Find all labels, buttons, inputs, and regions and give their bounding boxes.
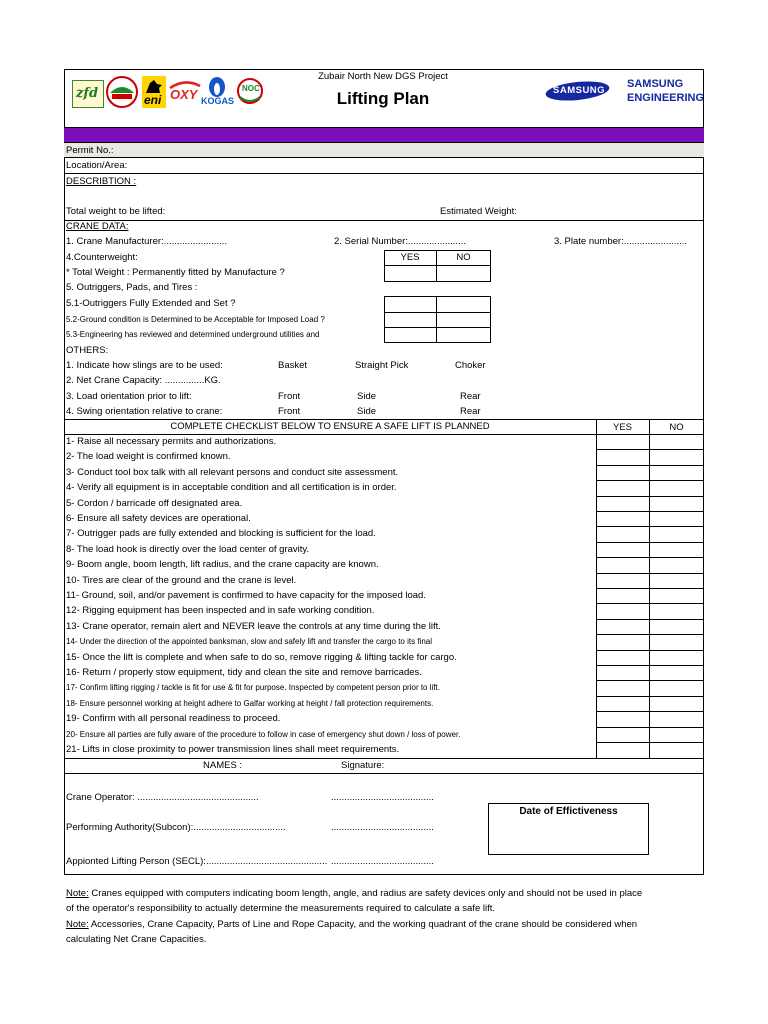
load-front-option[interactable]: Front	[278, 391, 301, 402]
checklist-yes-cell[interactable]	[597, 450, 648, 464]
description-label: DESCRIBTION :	[66, 176, 137, 187]
checklist-item: 6- Ensure all safety devices are operational.	[66, 513, 251, 524]
location-label: Location/Area:	[66, 160, 128, 171]
samsung-engineering-line1: SAMSUNG	[627, 78, 684, 90]
checklist-item: 20- Ensure all parties are fully aware of the procedure to follow in case of emergency shut down / loss of power.	[66, 729, 461, 739]
checklist-no-cell[interactable]	[650, 543, 703, 557]
date-of-effectiveness-label: Date of Effictiveness	[519, 806, 618, 817]
checklist-yes-cell[interactable]	[597, 481, 648, 495]
row-line	[64, 220, 704, 221]
checklist-no-header: NO	[669, 422, 684, 433]
checklist-yes-cell[interactable]	[597, 589, 648, 603]
checklist-yes-cell[interactable]	[597, 712, 648, 726]
checklist-item: 14- Under the direction of the appointed banksman, slow and safely lift and transfer the cargo to its final	[66, 637, 432, 647]
samsung-engineering-line2: ENGINEERING	[627, 92, 705, 104]
outriggers-51: 5.1-Outriggers Fully Extended and Set ?	[66, 298, 236, 309]
serial-number: 2. Serial Number:......................	[334, 236, 466, 247]
crane-operator-signature[interactable]: .......................................	[331, 792, 434, 803]
checklist-heading: COMPLETE CHECKLIST BELOW TO ENSURE A SAFE LIFT IS PLANNED	[170, 421, 490, 432]
performing-authority-signature[interactable]: .......................................	[331, 822, 434, 833]
noc-logo	[234, 77, 266, 107]
load-side-option[interactable]: Side	[357, 391, 377, 402]
checklist-item: 5- Cordon / barricade off designated area.	[66, 497, 243, 509]
checklist-item: 12- Rigging equipment has been inspected and in safe working condition.	[66, 605, 375, 617]
checklist-no-cell[interactable]	[650, 712, 703, 726]
checklist-no-cell[interactable]	[650, 481, 703, 495]
row-line	[64, 758, 704, 759]
swing-front-option[interactable]: Front	[278, 406, 301, 417]
checklist-yes-cell[interactable]	[597, 497, 648, 511]
row-line	[64, 773, 704, 774]
eni-logo-text: eni	[144, 93, 162, 107]
basket-option[interactable]: Basket	[278, 360, 308, 371]
note-2-text-a: Accessories, Crane Capacity, Parts of Line and Rope Capacity, and the working quadrant of the crane should be considered when	[88, 919, 638, 930]
checklist-no-cell[interactable]	[650, 697, 703, 711]
oxy-logo	[168, 80, 202, 104]
swing-side-option[interactable]: Side	[357, 406, 377, 417]
checklist-no-cell[interactable]	[650, 574, 703, 588]
kogas-flame-icon	[201, 76, 233, 98]
noc-logo-text: NOC	[242, 84, 260, 93]
checklist-yes-cell[interactable]	[597, 651, 648, 665]
checklist-item: 16- Return / properly stow equipment, tidy and clean the site and remove barricades.	[66, 667, 422, 678]
page-title: Lifting Plan	[336, 89, 430, 108]
note-1-line-1	[66, 888, 642, 900]
checkbox-yes-counterweight[interactable]	[385, 266, 435, 281]
note-label: Note:	[66, 919, 89, 930]
zfd-logo-text: zfd	[76, 86, 99, 101]
crane-yesno-grid-bottom	[384, 296, 491, 343]
checklist-item: 19- Confirm with all personal readiness to proceed.	[66, 713, 281, 725]
crane-operator-field[interactable]: Crane Operator: ..............................................	[66, 792, 259, 803]
performing-authority-field[interactable]: Performing Authority(Subcon):...................................	[66, 822, 286, 833]
checklist-yes-cell[interactable]	[597, 558, 648, 572]
checklist-yes-cell[interactable]	[597, 527, 648, 541]
checklist-no-cell[interactable]	[650, 527, 703, 541]
choker-option[interactable]: Choker	[455, 360, 486, 371]
checklist-yes-cell[interactable]	[597, 466, 648, 480]
permit-no-label: Permit No.:	[66, 145, 114, 156]
checklist-no-cell[interactable]	[650, 651, 703, 665]
note-2-line-2: calculating Net Crane Capacities.	[66, 934, 207, 945]
grid-line	[384, 312, 491, 313]
checklist-item: 17- Confirm lifting rigging / tackle is fit for use & fit for purpose. Inspected by competent person prior to lift.	[66, 683, 440, 693]
checklist-item: 10- Tires are clear of the ground and the crane is level.	[66, 574, 297, 586]
purple-bar	[64, 127, 704, 143]
zfd-logo	[72, 80, 104, 108]
checklist-item: 1- Raise all necessary permits and authorizations.	[66, 436, 277, 447]
checklist-item: 21- Lifts in close proximity to power transmission lines shall meet requirements.	[66, 744, 400, 755]
checklist-no-cell[interactable]	[650, 681, 703, 695]
engineering-53: 5.3-Engineering has reviewed and determined underground utilities and	[66, 330, 320, 339]
checklist-no-cell[interactable]	[650, 435, 703, 449]
kogas-logo	[201, 76, 233, 108]
straight-pick-option[interactable]: Straight Pick	[355, 360, 409, 371]
checklist-item: 3- Conduct tool box talk with all relevant persons and conduct site assessment.	[66, 466, 399, 478]
checklist-yes-cell[interactable]	[597, 435, 648, 449]
names-label: NAMES :	[203, 760, 243, 771]
load-orientation-label: 3. Load orientation prior to lift:	[66, 391, 192, 402]
counterweight-label: 4.Counterweight:	[66, 252, 138, 263]
checklist-item: 8- The load hook is directly over the load center of gravity.	[66, 543, 310, 555]
checklist-no-cell[interactable]	[650, 666, 703, 680]
project-name: Zubair North New DGS Project	[318, 71, 448, 82]
appointed-person-field[interactable]: Appionted Lifting Person (SECL):..............................................	[66, 856, 328, 867]
samsung-logo-text: SAMSUNG	[553, 85, 606, 96]
nfc-logo	[104, 75, 140, 109]
checklist-no-cell[interactable]	[650, 558, 703, 572]
checklist-no-cell[interactable]	[650, 620, 703, 634]
checklist-no-cell[interactable]	[650, 743, 703, 757]
grid-line	[384, 327, 491, 328]
checklist-item: 15- Once the lift is complete and when safe to do so, remove rigging & lifting tackle for cargo.	[66, 651, 457, 663]
row-line	[64, 419, 704, 420]
load-rear-option[interactable]: Rear	[460, 391, 481, 402]
checklist-yes-cell[interactable]	[597, 635, 648, 649]
checklist-yes-cell[interactable]	[597, 666, 648, 680]
checklist-item: 13- Crane operator, remain alert and NEVER leave the controls at any time during the lift.	[66, 620, 441, 632]
estimated-weight-label: Estimated Weight:	[440, 206, 517, 217]
row-line	[64, 173, 704, 174]
others-heading: OTHERS:	[66, 345, 109, 356]
note-1-line-2: of the operator's responsibility to actually determine the measurements required to calculate a safe lift.	[66, 903, 496, 914]
checklist-yes-cell[interactable]	[597, 512, 648, 526]
checklist-no-cell[interactable]	[650, 512, 703, 526]
swing-orientation-label: 4. Swing orientation relative to crane:	[66, 406, 223, 417]
samsung-logo	[545, 80, 610, 102]
checklist-yes-cell[interactable]	[597, 681, 648, 695]
crane-yes-header: YES	[400, 252, 420, 263]
appointed-person-signature[interactable]: .......................................	[331, 856, 434, 867]
permit-row	[64, 143, 704, 158]
checklist-yes-cell[interactable]	[597, 543, 648, 557]
checklist-item: 9- Boom angle, boom length, lift radius, and the crane capacity are known.	[66, 559, 379, 571]
note-2-line-1	[66, 919, 637, 931]
checklist-item: 11- Ground, soil, and/or pavement is confirmed to have capacity for the imposed load.	[66, 590, 426, 601]
checklist-yes-cell[interactable]	[597, 574, 648, 588]
checklist-item: 4- Verify all equipment is in acceptable condition and all certification is in order.	[66, 482, 397, 494]
total-weight-label: Total weight to be lifted:	[66, 206, 166, 217]
note-label: Note:	[66, 888, 89, 899]
checklist-no-cell[interactable]	[650, 497, 703, 511]
plate-number: 3. Plate number:........................	[554, 236, 688, 247]
outriggers-label: 5. Outriggers, Pads, and Tires :	[66, 282, 198, 293]
checklist-no-cell[interactable]	[650, 450, 703, 464]
checklist-item: 7- Outrigger pads are fully extended and blocking is sufficient for the load.	[66, 528, 376, 540]
checklist-no-cell[interactable]	[650, 466, 703, 480]
slings-label: 1. Indicate how slings are to be used:	[66, 360, 223, 371]
crane-no-header: NO	[456, 252, 471, 263]
checklist-yes-cell[interactable]	[597, 743, 648, 757]
kogas-logo-text: KOGAS	[201, 96, 235, 106]
checklist-yes-cell[interactable]	[597, 728, 648, 742]
checklist-item: 18- Ensure personnel working at height adhere to Galfar working at height / fall protection requirements.	[66, 698, 434, 708]
crane-manufacturer: 1. Crane Manufacturer:........................	[66, 236, 228, 247]
checkbox-no-counterweight[interactable]	[437, 266, 490, 281]
grid-line	[436, 296, 437, 343]
checklist-no-cell[interactable]	[650, 635, 703, 649]
crane-data-heading: CRANE DATA:	[66, 221, 129, 232]
checklist-no-cell[interactable]	[650, 728, 703, 742]
checklist-no-cell[interactable]	[650, 589, 703, 603]
signature-label: Signature:	[341, 760, 385, 771]
checklist-yes-header: YES	[612, 422, 632, 433]
ground-52: 5.2-Ground condition is Determined to be Acceptable for Imposed Load ?	[66, 315, 325, 324]
net-capacity-label: 2. Net Crane Capacity: ...............KG.	[66, 375, 221, 386]
note-1-text-a: Cranes equipped with computers indicating boom length, angle, and radius are safety devices only and should not be used in place	[88, 888, 643, 899]
checklist-item: 2- The load weight is confirmed known.	[66, 451, 231, 463]
eni-logo	[142, 76, 166, 108]
checklist-no-cell[interactable]	[650, 604, 703, 618]
swing-rear-option[interactable]: Rear	[460, 406, 481, 417]
oxy-logo-text: OXY	[170, 87, 198, 102]
total-weight-note: * Total Weight : Permanently fitted by Manufacture ?	[66, 267, 285, 278]
checklist-yes-cell[interactable]	[597, 604, 648, 618]
checklist-yes-cell[interactable]	[597, 620, 648, 634]
checklist-yes-cell[interactable]	[597, 697, 648, 711]
